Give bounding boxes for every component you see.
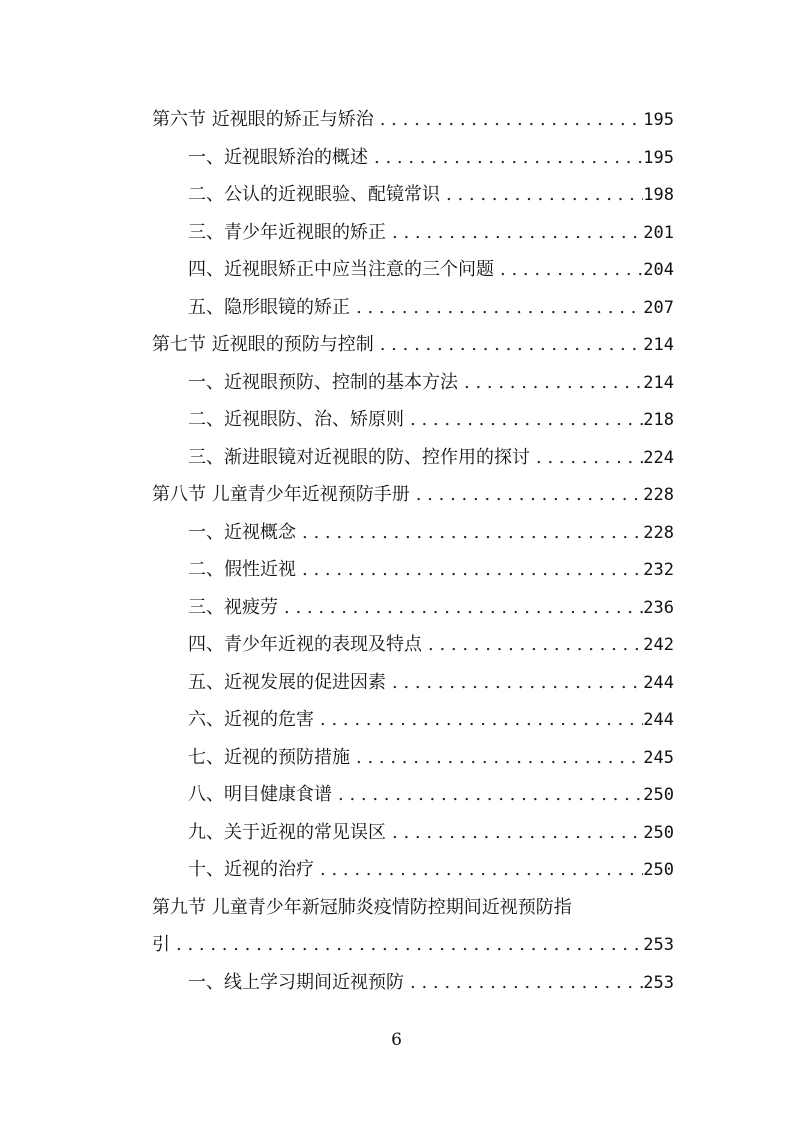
- toc-entry-label: 二、近视眼防、治、矫原则: [188, 409, 404, 430]
- toc-entry-subsection[interactable]: [152, 851, 674, 889]
- toc-page-number: 250: [643, 822, 674, 843]
- dot-leader: [386, 814, 643, 852]
- toc-page-number: 232: [643, 560, 674, 580]
- toc-entry-subsection[interactable]: [152, 701, 674, 739]
- toc-page-number: 228: [643, 522, 674, 543]
- toc-entry-label: 第八节 儿童青少年近视预防手册: [152, 484, 410, 505]
- toc-entry-label: 一、近视眼矫治的概述: [188, 146, 368, 168]
- toc-entry-label: 七、近视的预防措施: [188, 746, 350, 768]
- toc-entry-subsection[interactable]: [152, 739, 674, 777]
- toc-entry-subsection[interactable]: [152, 514, 674, 552]
- toc-entry-label: 一、近视眼预防、控制的基本方法: [188, 371, 458, 393]
- toc-page-number: 242: [643, 635, 674, 655]
- dot-leader: [296, 514, 643, 552]
- toc-entry-subsection[interactable]: [152, 214, 674, 252]
- toc-page-number: 224: [643, 447, 674, 468]
- dot-leader: [422, 626, 643, 664]
- toc-page-number: 214: [643, 372, 674, 393]
- toc-page-number: 207: [643, 297, 674, 318]
- toc-entry-label: 五、近视发展的促进因素: [188, 671, 386, 693]
- dot-leader: [368, 139, 643, 177]
- page-number-footer: 6: [391, 1030, 402, 1050]
- toc-entry-subsection[interactable]: [152, 664, 674, 702]
- toc-list: [152, 101, 674, 889]
- dot-leader: [404, 401, 643, 439]
- toc-page-number: 253: [643, 935, 674, 955]
- toc-entry-label: 九、关于近视的常见误区: [188, 821, 386, 843]
- toc-entry-label: 第六节 近视眼的矫正与矫治: [152, 109, 374, 130]
- toc-page-number: 201: [643, 222, 674, 243]
- toc-entry-label: 五、隐形眼镜的矫正: [188, 296, 350, 318]
- dot-leader: [440, 176, 643, 214]
- toc-entry-subsection[interactable]: [152, 139, 674, 177]
- dot-leader: [350, 739, 643, 777]
- dot-leader: [374, 326, 644, 364]
- table-of-contents: [152, 101, 674, 1001]
- toc-entry-subsection[interactable]: [152, 439, 674, 477]
- toc-entry-subsection[interactable]: [152, 589, 674, 627]
- toc-entry-section-9-line2[interactable]: [152, 926, 674, 964]
- dot-leader: [374, 101, 644, 139]
- toc-entry-section[interactable]: [152, 476, 674, 514]
- toc-page-number: 250: [643, 860, 674, 880]
- dot-leader: [314, 851, 643, 889]
- toc-entry-label: 一、近视概念: [188, 521, 296, 543]
- toc-page-number: 245: [643, 747, 674, 768]
- toc-page-number: 218: [643, 410, 674, 430]
- toc-page-number: 198: [643, 185, 674, 205]
- toc-entry-label: 八、明目健康食谱: [188, 784, 332, 805]
- toc-entry-label: 二、假性近视: [188, 559, 296, 580]
- dot-leader: [458, 364, 643, 402]
- toc-entry-label: 四、青少年近视的表现及特点: [188, 634, 422, 655]
- toc-entry-subsection[interactable]: [152, 626, 674, 664]
- toc-page-number: 253: [643, 972, 674, 993]
- dot-leader: [170, 926, 643, 964]
- toc-entry-label: 第七节 近视眼的预防与控制: [152, 334, 374, 355]
- toc-entry-section[interactable]: [152, 101, 674, 139]
- toc-page-number: 244: [643, 710, 674, 730]
- toc-entry-label: 三、视疲劳: [188, 596, 278, 618]
- toc-page-number: 250: [643, 785, 674, 805]
- toc-entry-label: 二、公认的近视眼验、配镜常识: [188, 184, 440, 205]
- toc-entry-label: 引: [152, 934, 170, 955]
- dot-leader: [296, 551, 643, 589]
- toc-page-number: 204: [643, 260, 674, 280]
- toc-entry-section[interactable]: [152, 326, 674, 364]
- toc-page-number: 195: [643, 110, 674, 130]
- dot-leader: [494, 251, 643, 289]
- toc-entry-label: 四、近视眼矫正中应当注意的三个问题: [188, 259, 494, 280]
- toc-entry-label: 十、近视的治疗: [188, 859, 314, 880]
- toc-entry-subsection[interactable]: [152, 964, 674, 1002]
- dot-leader: [530, 439, 643, 477]
- toc-entry-subsection[interactable]: [152, 176, 674, 214]
- toc-page-number: 214: [643, 335, 674, 355]
- dot-leader: [332, 776, 643, 814]
- toc-page-number: 195: [643, 147, 674, 168]
- toc-entry-label: 三、青少年近视眼的矫正: [188, 221, 386, 243]
- toc-page-number: 228: [643, 485, 674, 505]
- toc-page-number: 244: [643, 672, 674, 693]
- toc-entry-subsection[interactable]: [152, 814, 674, 852]
- dot-leader: [350, 289, 643, 327]
- dot-leader: [278, 589, 643, 627]
- toc-entry-subsection[interactable]: [152, 776, 674, 814]
- dot-leader: [410, 476, 644, 514]
- toc-entry-subsection[interactable]: [152, 251, 674, 289]
- toc-entry-subsection[interactable]: [152, 364, 674, 402]
- dot-leader: [386, 664, 643, 702]
- toc-entry-label: 一、线上学习期间近视预防: [188, 971, 404, 993]
- toc-entry-subsection[interactable]: [152, 401, 674, 439]
- toc-entry-subsection[interactable]: [152, 551, 674, 589]
- toc-entry-section-9-line1[interactable]: [152, 889, 674, 927]
- dot-leader: [404, 964, 643, 1002]
- dot-leader: [314, 701, 643, 739]
- toc-entry-label: 三、渐进眼镜对近视眼的防、控作用的探讨: [188, 446, 530, 468]
- dot-leader: [386, 214, 643, 252]
- toc-page-number: 236: [643, 597, 674, 618]
- toc-entry-label: 第九节 儿童青少年新冠肺炎疫情防控期间近视预防指: [152, 896, 572, 918]
- toc-entry-label: 六、近视的危害: [188, 709, 314, 730]
- toc-entry-subsection[interactable]: [152, 289, 674, 327]
